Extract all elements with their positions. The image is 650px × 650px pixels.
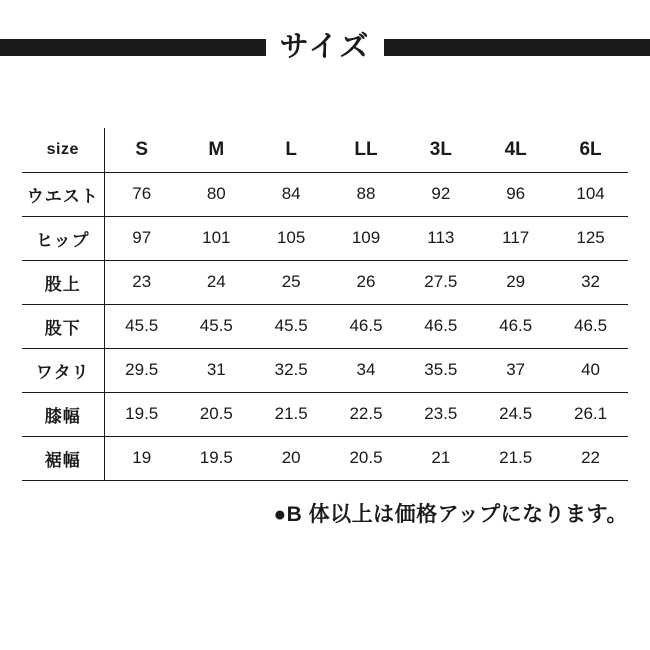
cell-hip-s: 97 [104, 216, 179, 260]
table-row [22, 172, 628, 216]
row-label-hip: ヒップ [22, 216, 104, 260]
cell-rise-4l: 29 [478, 260, 553, 304]
cell-hip-6l: 125 [553, 216, 628, 260]
row-label-knee: 膝幅 [22, 392, 104, 436]
column-header-m: M [179, 128, 254, 172]
cell-knee-6l: 26.1 [553, 392, 628, 436]
cell-rise-m: 24 [179, 260, 254, 304]
cell-inseam-ll: 46.5 [329, 304, 404, 348]
table-row [22, 216, 628, 260]
cell-knee-3l: 23.5 [403, 392, 478, 436]
cell-inseam-l: 45.5 [254, 304, 329, 348]
cell-thigh-s: 29.5 [104, 348, 179, 392]
header-banner [0, 30, 650, 64]
cell-thigh-4l: 37 [478, 348, 553, 392]
cell-inseam-m: 45.5 [179, 304, 254, 348]
table-row [22, 392, 628, 436]
cell-thigh-6l: 40 [553, 348, 628, 392]
column-header-ll: LL [329, 128, 404, 172]
cell-knee-ll: 22.5 [329, 392, 404, 436]
cell-hip-3l: 113 [403, 216, 478, 260]
size-table [22, 128, 628, 481]
cell-hem-m: 19.5 [179, 436, 254, 480]
cell-waist-3l: 92 [403, 172, 478, 216]
cell-waist-m: 80 [179, 172, 254, 216]
column-header-l: L [254, 128, 329, 172]
cell-knee-l: 21.5 [254, 392, 329, 436]
cell-rise-l: 25 [254, 260, 329, 304]
cell-rise-6l: 32 [553, 260, 628, 304]
cell-thigh-ll: 34 [329, 348, 404, 392]
table-row [22, 304, 628, 348]
cell-hip-4l: 117 [478, 216, 553, 260]
row-label-hem: 裾幅 [22, 436, 104, 480]
column-header-3l: 3L [403, 128, 478, 172]
size-table-container [22, 128, 628, 481]
cell-hip-ll: 109 [329, 216, 404, 260]
column-header-s: S [104, 128, 179, 172]
page-title: サイズ [279, 30, 371, 63]
cell-thigh-3l: 35.5 [403, 348, 478, 392]
cell-waist-l: 84 [254, 172, 329, 216]
cell-rise-s: 23 [104, 260, 179, 304]
table-header-row [22, 128, 628, 172]
cell-hem-l: 20 [254, 436, 329, 480]
column-header-4l: 4L [478, 128, 553, 172]
cell-inseam-4l: 46.5 [478, 304, 553, 348]
column-header-6l: 6L [553, 128, 628, 172]
cell-thigh-l: 32.5 [254, 348, 329, 392]
cell-hem-ll: 20.5 [329, 436, 404, 480]
table-row [22, 436, 628, 480]
table-corner-label: size [22, 128, 104, 172]
row-label-waist: ウエスト [22, 172, 104, 216]
cell-rise-3l: 27.5 [403, 260, 478, 304]
cell-inseam-s: 45.5 [104, 304, 179, 348]
cell-waist-4l: 96 [478, 172, 553, 216]
cell-hip-l: 105 [254, 216, 329, 260]
cell-inseam-6l: 46.5 [553, 304, 628, 348]
cell-waist-s: 76 [104, 172, 179, 216]
cell-hem-s: 19 [104, 436, 179, 480]
row-label-inseam: 股下 [22, 304, 104, 348]
table-row [22, 260, 628, 304]
header-rule-left [0, 39, 266, 56]
cell-rise-ll: 26 [329, 260, 404, 304]
cell-knee-4l: 24.5 [478, 392, 553, 436]
cell-waist-ll: 88 [329, 172, 404, 216]
header-rule-right [384, 39, 650, 56]
cell-waist-6l: 104 [553, 172, 628, 216]
row-label-thigh: ワタリ [22, 348, 104, 392]
cell-knee-s: 19.5 [104, 392, 179, 436]
row-label-rise: 股上 [22, 260, 104, 304]
cell-inseam-3l: 46.5 [403, 304, 478, 348]
cell-hem-6l: 22 [553, 436, 628, 480]
table-row [22, 348, 628, 392]
cell-thigh-m: 31 [179, 348, 254, 392]
cell-knee-m: 20.5 [179, 392, 254, 436]
cell-hem-3l: 21 [403, 436, 478, 480]
cell-hem-4l: 21.5 [478, 436, 553, 480]
cell-hip-m: 101 [179, 216, 254, 260]
price-notice: ●B 体以上は価格アップになります。 [273, 503, 628, 526]
